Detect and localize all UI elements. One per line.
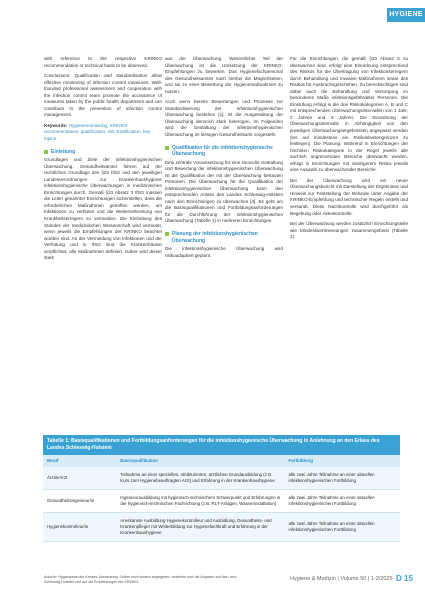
section-heading-einleitung: Einleitung [44,149,162,156]
keywords [44,123,162,143]
table-cell-basis: Anerkannte Ausbildung Hygienekontrolleur und Ausbildung, Gesundheits- und Krankenpfleger mit Weiterbildung zur Hygienefachkraft und Erfahrung in der Krankenhaushygiene [116,512,284,541]
abstract-conclusions: Conclusions: Qualification and standardisation allow effective monitoring of infection control measures. Well-founded professional assessment and cooperation with the infection control team promote the acceptance of measures taken by the public health department and can contribute to the prevention of infection control management. [44,73,162,118]
journal-line: Hygiene & Medizin | Volume 50 | 1-2/2025 [290,576,393,582]
square-bullet-icon [165,232,169,236]
column-middle [165,56,283,263]
table-cell-job: Ärztin/Arzt [43,467,116,490]
table-cell-job: Hygienekontrolleur/in [43,512,116,541]
table-row [43,489,400,512]
keywords-label: Keywords: [44,122,68,128]
body-paragraph: Auch wenn bereits Bewertungen und Prozesse zur Standardisierung der infektionshygienischen Überwachung bestehen [1], ist die Ausgestaltung der Überwachung dennoch stark heterogen. Im Folgenden wird die Gestaltung der infektionshygienischen Überwachung im hiesigen Gesundheitsamt vorgestellt. [165,99,283,138]
body-paragraph: Eine zentrale Voraussetzung für eine sinnvolle Gestaltung und Bewertung der infektionshygienischen Überwachung ist die Qualifikation der mit der Überwachung betrauten Personen. Die Überwachung für die Qualifikation der infektionshygienischen Überwachung kann den entsprechenden Anlass des Landes Schleswig-Holstein nach den Einrichtungen zu überwachen [4]. Es geht um die Basisqualifikationen und Fortbildungsanforderungen für die Durchführung der infektionshygienischen Überwachung (Tabelle 1) in mehreren Einrichtungen. [165,159,283,224]
table-cell-job: Gesundheitsingenieur/in [43,489,116,512]
square-bullet-icon [44,150,48,154]
table-cell-basis: Teilnahme an einer speziellen, strukturierten, ärztlichen Grundausbildung (z.B. Kurs zum Hygienebeauftragten Arzt) und Erfahrung in der Krankenhaushygiene [116,467,284,490]
table-cell-basis: Ingenieurausbildung mit hygienisch-technischem Schwerpunkt und Erfahrungen in der hygienisch-technischen Fachrichtung (z.B. RLT-Anlagen, Wasserinstallation) [116,489,284,512]
table-header-cell: Beruf [43,455,116,467]
table-header-cell: Basisqualifikation [116,455,284,467]
table-row [43,467,400,490]
table-cell-fortbildung: alle zwei Jahre Teilnahme an einer aktuellen infektionshygienischen Fortbildung [285,512,400,541]
body-paragraph: aus der Überwachung. Wesentlicher Teil der Überwachung ist die Umsetzung der KRINKO-Empfehlungen zu bewerten. Das Hygienefachpersonal des Gesundheitsamtes nutzt hierbei die Möglichkeiten, und sie zu einer Bewertung der Hygienemaßnahmen zu nutzen. [165,56,283,94]
body-paragraph: Für die Einrichtungen, die gemäß §23 Absatz 5 zu überwachen sind, erfolgt eine Einordnung entsprechend des Risikos für die Übertragung von Infektionserregern durch Behandlung und invasive Maßnahmen sowie des Risikos für Ausbruchsgeschehen. Zu berücksichtigen sind dabei auch die Behandlung und Versorgung im besonderen Maße infektionsgefährdeter Personen. Die Einstufung erfolgt in die drei Risikokategorien A, B und C mit entsprechenden Überwachungsintervallen von 1 Jahr, 2 Jahren und 3 Jahren. Die Einordnung der Überwachungsintervalle in Abhängigkeit von den jeweiligen Überwachungsergebnissen angepasst werden (bis auf mindestens ein Risikoklassengrenzen zu festlegen). Die Planung: Während in Einrichtungen der höchsten Risikokategorie in der Regel jeweils alle sachlich angrenzenden Bereiche überwacht werden, erfolgt in Einrichtungen mit niedrigerem Risiko jeweils eine Auswahl zu überwachender Bereiche. [290,56,408,173]
body-paragraph: Bei der Überwachung werden zusätzlich Einrichtungsteile wie Mindestwertmessungen zusammengefasst (Tabelle 2). [290,221,408,240]
section-heading-qualifikation: Qualifikation für die infektionshygienische Überwachung [165,145,283,158]
page-number: D 15 [396,574,413,583]
keywords-text: Hygienemonitoring, KRINKO-recommendation, qualification, risk stratification, key topics [44,122,151,142]
column-left [44,56,162,266]
body-paragraph: Die infektionshygienische Überwachung wird risikoadaptiert geplant. [165,246,283,258]
table-cell-fortbildung: alle zwei Jahre Teilnahme an einer aktuellen infektionshygienischen Fortbildung [285,489,400,512]
qualification-table [43,435,400,542]
hygiene-badge: HYGIENE [387,8,425,22]
table-cell-fortbildung: alle zwei Jahre Teilnahme an einer aktuellen infektionshygienischen Fortbildung [285,467,400,490]
table-caption: Tabelle 1: Basisqualifikationen und Fortbildungsanforderungen für die infektionshygienische Überwachung in Anlehnung an den Erlass des Landes Schleswig-Holstein [43,435,400,455]
table-header-cell: Fortbildung [285,455,400,467]
abstract-results: with reference to the respective KRINKO recommendation or technical basis to be observed. [44,56,162,68]
column-right [290,56,408,245]
square-bullet-icon [165,146,169,150]
footnote: Autor/in: Hygieneamt des Kreises. Anmerkung: Sofern nicht anders angegeben, beziehen sich die Angaben auf das Land Schleswig-Holstein und auf die Empfehlungen der KRINKO. [44,575,237,584]
table-row [43,512,400,541]
section-heading-planung: Planung der infektionshygienischen Überwachung [165,231,283,244]
body-paragraph: Grundlagen und Ziele der infektionshygienischen Überwachung. Gesundheitsämter führen auf der rechtlichen Grundlage des §23 IfSG und den jeweiligen Landesverordnungen zur Krankenhaushygiene infektionshygienische Überwachungen in medizinischen Einrichtungen durch. Gemäß §23 Absatz 3 IfSG müssen die Leiter genannter Einrichtungen sicherstellen, dass die erforderlichen Maßnahmen getroffen werden, um Infektionen zu verhüten und die Weiterverbreitung von Krankheitserregern zu vermeiden. Die Einhaltung des Standes der medizinischen Wissenschaft wird vermutet, wenn jeweils die Empfehlungen der KRINKO beachtet worden sind. An der Vermeidung von Infektionen und der Verhütung und in IfSG sind die Krankenhäuser verpflichtet, alle Maßnahmen definiert. Daher wird dieser stark [44,157,162,261]
body-paragraph: Bei der Überwachung wird ein neuer Überwachungsbericht mit Darstellung der Ergebnisse und Hinweis zur Feststellung der Befunde unter Angabe der KRINKO-Empfehlung und technischer Regeln erstellt und versandt. Diese Nachkontrolle wird durchgeführt als Begehung oder Aktenkontrolle. [290,177,408,216]
